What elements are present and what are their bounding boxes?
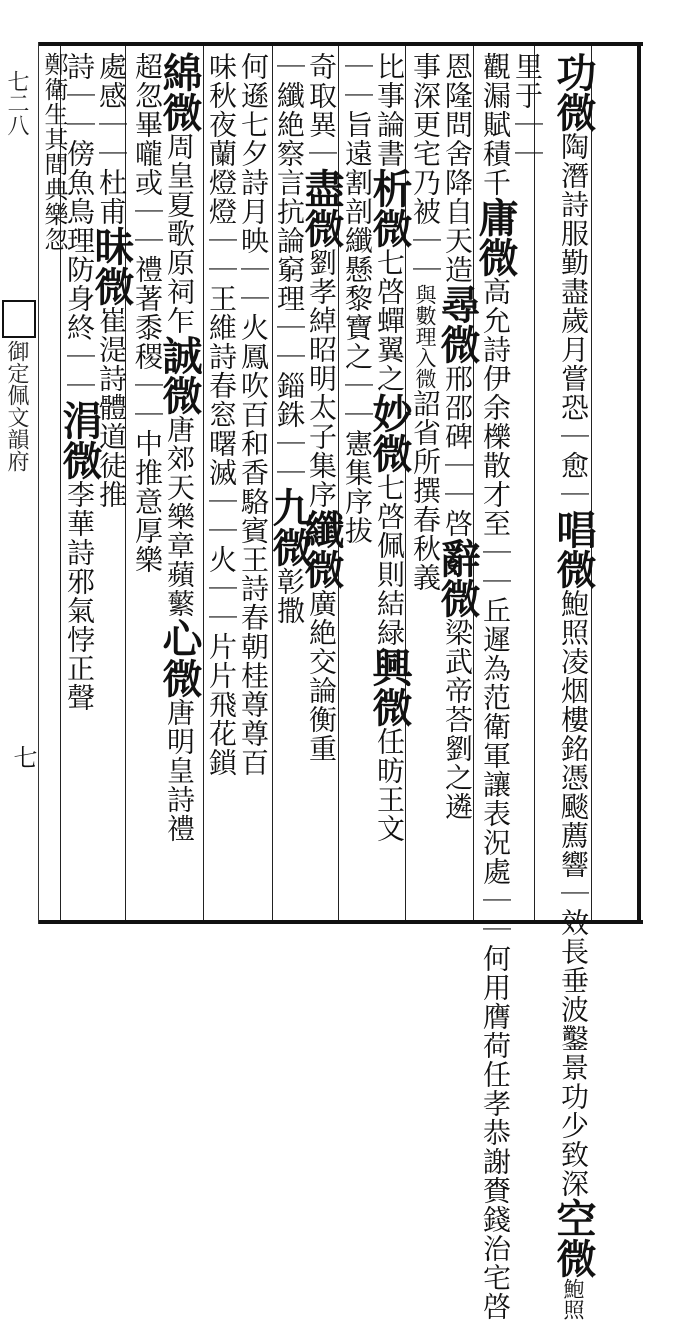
entry-text: 鮑照 (561, 1278, 585, 1320)
entry-heading: 妙微 (366, 393, 413, 473)
entry-text: 恩隆問舍降自天造 (441, 52, 474, 284)
margin-book-title: 御定佩文韻府 (4, 340, 29, 472)
entry-heading: 空微 (550, 1198, 597, 1278)
entry-heading: 綿微 (156, 52, 203, 132)
entry-text: 奇取異｜ (305, 52, 338, 168)
text-column-4 (434, 52, 481, 914)
entry-text: 劉孝綽昭明太子集序 (305, 248, 338, 509)
text-column-5 (408, 52, 442, 914)
text-column-9 (266, 52, 313, 914)
right-border-rule (637, 42, 641, 924)
entry-text: 崔湜詩體道徒推 (95, 306, 128, 509)
entry-text: 鮑照凌烟樓銘憑颷薦響｜效長垂波鑿景功少致深 (557, 589, 590, 1198)
left-border-rule (38, 42, 39, 924)
entry-text: 何遜七夕詩月映｜｜火鳳吹百和香駱賓王詩春朝桂尊尊百 (237, 52, 270, 777)
entry-text: 詩｜｜傍魚鳥 (63, 52, 96, 226)
entry-text: ｜｜旨遠 (341, 52, 374, 168)
folio-number: 七 (9, 745, 37, 769)
entry-heading: 辭微 (434, 538, 481, 618)
text-column-10 (236, 52, 270, 914)
entry-text: 處感｜｜杜甫 (95, 52, 128, 226)
text-column-6 (366, 52, 413, 914)
entry-heading: 九微 (266, 487, 313, 567)
entry-text: 比事論書 (373, 52, 406, 168)
entry-text: 唐郊天樂章蘋蘩 (163, 415, 196, 618)
top-border-rule (38, 42, 643, 46)
entry-heading: 涓微 (56, 400, 103, 480)
entry-heading: 盡微 (298, 168, 345, 248)
entry-text: 唐明皇詩禮 (163, 698, 196, 843)
entry-text: 察言抗論窮理｜｜ (273, 139, 306, 371)
entry-heading: 心微 (156, 618, 203, 698)
entry-text: 高允詩伊余櫟散才至｜｜丘遲為范衛軍讓表況處｜｜何用膺荷任孝恭謝賚錢治宅啓 (479, 277, 512, 1321)
entry-text: 懸黎寶之｜｜ (341, 255, 374, 429)
entry-text: 理防身終｜｜ (63, 226, 96, 400)
text-column-3 (472, 52, 519, 1321)
text-column-16 (40, 52, 68, 914)
text-column-12 (156, 52, 203, 914)
text-column-7 (340, 52, 374, 914)
entry-text: 陶潛詩服勤盡歲月嘗恐｜愈｜ (557, 132, 590, 509)
entry-text: 周皇夏歌原祠乍 (163, 132, 196, 335)
entry-text: 邢邵碑｜｜啓 (441, 364, 474, 538)
entry-heading: 析微 (366, 168, 413, 248)
text-column-2 (510, 52, 544, 914)
text-column-8 (298, 52, 345, 914)
entry-text: 事深更宅乃被｜｜ (409, 52, 442, 284)
entry-text: 觀漏賦積千 (479, 52, 512, 197)
entry-text: 廣絶交論衡重 (305, 589, 338, 763)
entry-heading: 誠微 (156, 335, 203, 415)
bottom-border-rule (38, 920, 643, 924)
entry-text: ｜纖絶 (273, 52, 306, 139)
entry-heading: 尋微 (434, 284, 481, 364)
entry-text: 任昉王文 (373, 727, 406, 843)
entry-heading: 纖微 (298, 509, 345, 589)
entry-text: 與數理入微 (413, 284, 437, 389)
text-column-1 (550, 52, 597, 1320)
entry-heading: 昧微 (88, 226, 135, 306)
text-column-14 (88, 52, 135, 914)
entry-text: 李華詩邪氣悖正聲 (63, 480, 96, 712)
entry-text: 七啓蟬翼之 (373, 248, 406, 393)
entry-text: 梁武帝荅劉之遴 (441, 618, 474, 821)
entry-text: 詔省所撰春秋義 (409, 389, 442, 592)
text-column-11 (204, 52, 238, 914)
entry-text: 里于｜｜ (511, 52, 544, 168)
entry-text: 中推意厚樂 (131, 429, 164, 574)
entry-text: 味秋夜蘭燈燈｜｜王維詩春窓曙滅｜｜火｜｜片片飛花鎖 (205, 52, 238, 777)
column-rule (591, 46, 592, 920)
margin-fish-tail-mark (2, 300, 36, 338)
entry-text: 鄭衛生其間典樂忽 (40, 52, 68, 252)
entry-heading: 興微 (366, 647, 413, 727)
entry-text: 超忽畢嚨或｜｜ (131, 52, 164, 255)
entry-heading: 功微 (550, 52, 597, 132)
entry-text: 彰撒 (273, 567, 306, 625)
entry-heading: 庸微 (472, 197, 519, 277)
entry-text: 禮著黍稷｜｜ (131, 255, 164, 429)
entry-text: 憲集序拔 (341, 429, 374, 545)
entry-heading: 唱微 (550, 509, 597, 589)
margin-top-text: 七二八 (4, 70, 29, 136)
entry-text: 錙銖｜｜ (273, 371, 306, 487)
entry-text: 七啓佩則結緑 (373, 473, 406, 647)
entry-text: 割剖纖 (341, 168, 374, 255)
text-column-13 (130, 52, 164, 914)
